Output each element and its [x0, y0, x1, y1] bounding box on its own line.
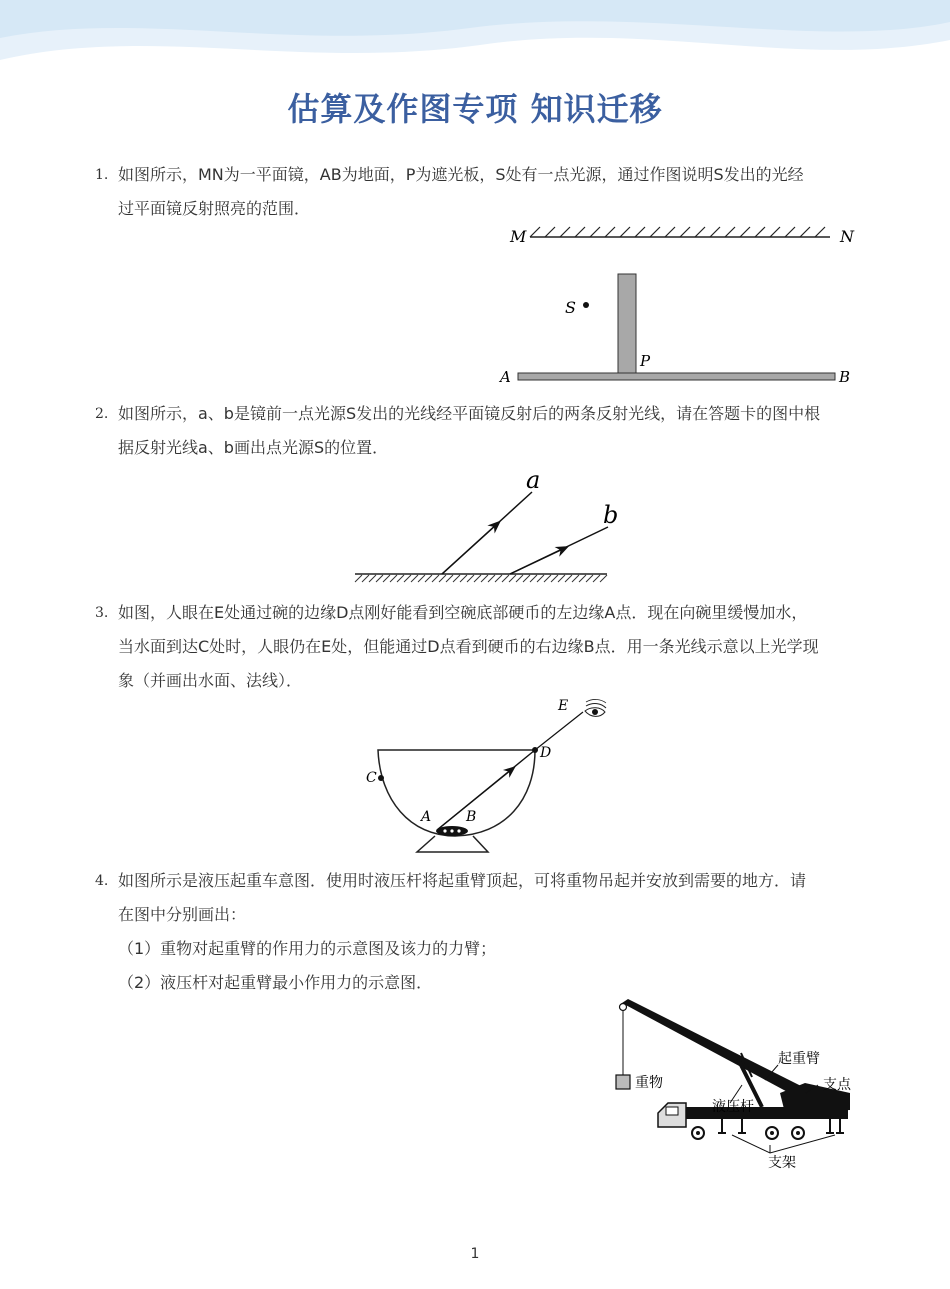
label-rod: 液压杆 [712, 1099, 754, 1115]
label-D: D [540, 745, 552, 761]
label-pivot: 支点 [823, 1077, 851, 1093]
question-number: 1. [95, 167, 109, 183]
bowl-foot [417, 836, 488, 852]
label-S: S [565, 298, 576, 317]
question-number: 3. [95, 605, 109, 621]
question-number: 2. [95, 406, 109, 422]
label-C: C [366, 770, 377, 786]
label-A: A [500, 368, 511, 386]
question-text-line: 如图，人眼在E处通过碗的边缘D点刚好能看到空碗底部硬币的左边缘A点．现在向碗里缓慢加水， [118, 603, 808, 622]
question-2 [95, 397, 855, 465]
question-text-line: 如图所示，a、b是镜前一点光源S发出的光线经平面镜反射后的两条反射光线，请在答题卡的图中根 [118, 404, 821, 423]
truck-chassis [680, 1107, 848, 1119]
pulley [620, 1004, 627, 1011]
ground-bar [518, 373, 835, 380]
mirror-figure-1 [495, 222, 860, 392]
light-source-point [583, 302, 589, 308]
point-D [532, 747, 538, 753]
label-B: B [466, 809, 477, 825]
question-text-line: 如图所示是液压起重车意图．使用时液压杆将起重臂顶起，可将重物吊起并安放到需要的地方．请 [118, 871, 807, 890]
page-title: 估算及作图专项 知识迁移 [287, 90, 663, 128]
question-text-line: 如图所示，MN为一平面镜，AB为地面，P为遮光板，S处有一点光源，通过作图说明S发出的光经 [118, 165, 804, 184]
question-1 [95, 158, 855, 226]
label-B: B [839, 368, 851, 386]
mirror-hatching [530, 227, 825, 237]
label-b: b [603, 501, 619, 529]
weight-block [616, 1075, 630, 1089]
question-text-line: 在图中分别画出： [118, 905, 247, 924]
question-text-line: 据反射光线a、b画出点光源S的位置． [118, 438, 389, 457]
label-A: A [421, 809, 432, 825]
question-4 [95, 864, 855, 1000]
coin-dot [457, 829, 460, 832]
cab-window [666, 1107, 678, 1115]
header-wave-banner [0, 0, 950, 80]
label-P: P [640, 352, 651, 370]
label-M: M [510, 227, 527, 246]
eye-icon [585, 699, 606, 716]
question-text-line: 象（并画出水面、法线）． [118, 671, 303, 690]
page-number: 1 [470, 1246, 480, 1262]
label-N: N [840, 227, 854, 246]
coin-dot [450, 829, 453, 832]
ray-a-arrow [442, 525, 496, 574]
label-boom: 起重臂 [778, 1051, 820, 1067]
label-E: E [558, 698, 569, 714]
outrigger-supports [718, 1119, 844, 1133]
label-weight: 重物 [635, 1075, 663, 1091]
question-number: 4. [95, 873, 109, 889]
mirror-figure-2 [350, 466, 619, 590]
bowl-outline [378, 750, 535, 836]
question-3 [95, 596, 855, 698]
light-blocking-board [618, 274, 636, 374]
wheels [692, 1127, 804, 1139]
crane-figure-4 [610, 995, 865, 1175]
point-C [378, 775, 384, 781]
question-subitem: （2）液压杆对起重臂最小作用力的示意图． [118, 973, 433, 992]
label-a: a [526, 466, 541, 494]
question-text-line: 过平面镜反射照亮的范围． [118, 199, 311, 218]
question-text-line: 当水面到达C处时，人眼仍在E处，但能通过D点看到硬币的右边缘B点．用一条光线示意以上光学现 [118, 637, 819, 656]
coin-dot [443, 829, 446, 832]
bowl-figure-3 [355, 690, 615, 858]
label-stand: 支架 [768, 1155, 796, 1171]
question-subitem: （1）重物对起重臂的作用力的示意图及该力的力臂； [118, 939, 497, 958]
ray-b-arrow [510, 549, 563, 574]
mirror-hatching [355, 575, 607, 582]
